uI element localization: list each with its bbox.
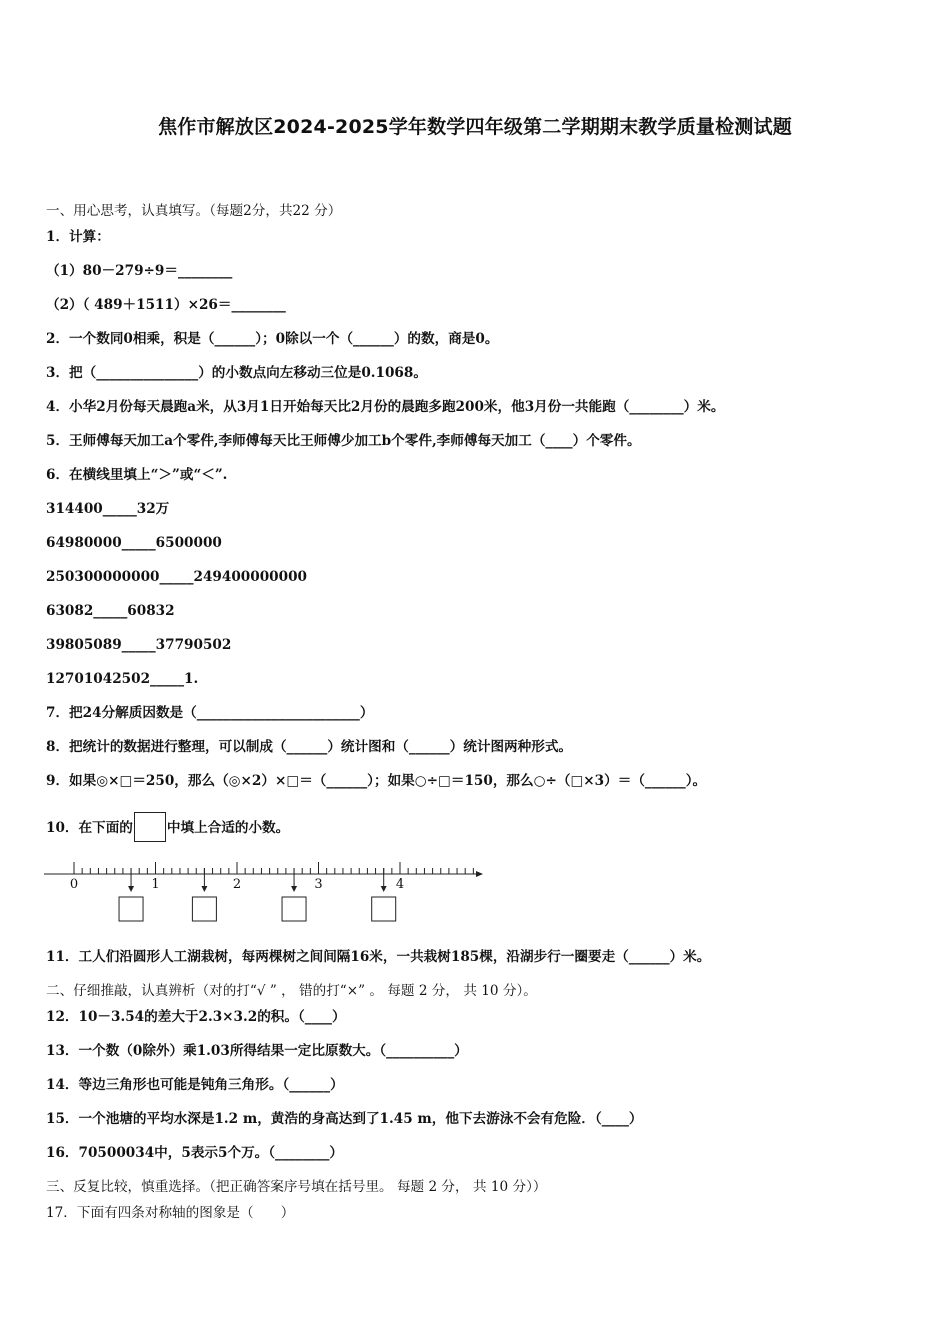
tick-label: 0 <box>69 877 79 892</box>
q6-item: 63082_____60832 <box>46 603 175 619</box>
answer-box <box>192 897 216 921</box>
question-1: 1．计算： <box>46 229 110 245</box>
question-7: 7．把24分解质因数是（________________________） <box>46 705 374 721</box>
tick-label: 4 <box>395 877 405 892</box>
section-3-heading: 三、反复比较，慎重选择。（把正确答案序号填在括号里。 每题 2 分， 共 10 分）） <box>46 1179 547 1195</box>
question-1b: （2）（ 489＋1511）×26＝________ <box>46 297 286 313</box>
page-title: 焦作市解放区2024-2025学年数学四年级第二学期期末教学质量检测试题 <box>158 116 792 138</box>
question-13: 13．一个数（0除外）乘1.03所得结果一定比原数大。（__________） <box>46 1043 468 1059</box>
question-1a: （1）80－279÷9＝________ <box>46 263 233 279</box>
question-9: 9．如果◎×□＝250，那么（◎×2）×□＝（______）；如果○÷□＝150，那么○÷（□×3）＝（______）。 <box>46 773 707 789</box>
question-14: 14．等边三角形也可能是钝角三角形。（______） <box>46 1077 344 1093</box>
pointer-arrowhead <box>381 886 387 892</box>
pointer-arrowhead <box>291 886 297 892</box>
question-11: 11．工人们沿圆形人工湖栽树，每两棵树之间间隔16米，一共栽树185棵，沿湖步行一圈要走（______）米。 <box>46 949 711 965</box>
answer-box <box>119 897 143 921</box>
pointer-arrowhead <box>201 886 207 892</box>
question-6: 6．在横线里填上“＞”或“＜”. <box>46 467 228 483</box>
answer-box <box>372 897 396 921</box>
section-2-heading: 二、仔细推敲，认真辨析（对的打“√ ” ， 错的打“×” 。 每题 2 分， 共 10 分）。 <box>46 983 537 999</box>
q6-item: 64980000_____6500000 <box>46 535 222 551</box>
q10-text-post: 中填上合适的小数。 <box>166 820 290 836</box>
question-5: 5．王师傅每天加工a个零件,李师傅每天比王师傅少加工b个零件,李师傅每天加工（____）个零件。 <box>46 433 641 449</box>
question-16: 16．70500034中，5表示5个万。（________） <box>46 1145 344 1161</box>
question-3: 3．把（_______________）的小数点向左移动三位是0.1068。 <box>46 365 427 381</box>
tick-label: 1 <box>151 877 160 892</box>
number-line <box>40 852 500 922</box>
q6-item: 250300000000_____249400000000 <box>46 569 307 585</box>
answer-box-sample <box>134 812 166 842</box>
tick-label: 2 <box>232 877 242 892</box>
question-10 <box>46 812 289 842</box>
question-4: 4．小华2月份每天晨跑a米，从3月1日开始每天比2月份的晨跑多跑200米，他3月份一共能跑（________）米。 <box>46 399 725 415</box>
question-8: 8．把统计的数据进行整理，可以制成（______）统计图和（______）统计图两种形式。 <box>46 739 573 755</box>
question-15: 15．一个池塘的平均水深是1.2 m，黄浩的身高达到了1.45 m，他下去游泳不会有危险．（____） <box>46 1111 643 1127</box>
tick-label: 3 <box>314 877 323 892</box>
answer-box <box>282 897 306 921</box>
question-12: 12．10－3.54的差大于2.3×3.2的积。（____） <box>46 1009 346 1025</box>
question-17: 17．下面有四条对称轴的图象是（ ） <box>46 1205 295 1221</box>
q10-text-pre: 10．在下面的 <box>46 820 133 836</box>
q6-item: 12701042502_____1. <box>46 671 199 687</box>
pointer-arrowhead <box>128 886 134 892</box>
q6-item: 314400_____32万 <box>46 501 170 517</box>
section-1-heading: 一、用心思考，认真填写。（每题2分，共22 分） <box>46 203 342 219</box>
number-line-arrowhead <box>476 871 483 877</box>
question-2: 2．一个数同0相乘，积是（______）；0除以一个（______）的数，商是0。 <box>46 331 499 347</box>
q6-item: 39805089_____37790502 <box>46 637 232 653</box>
